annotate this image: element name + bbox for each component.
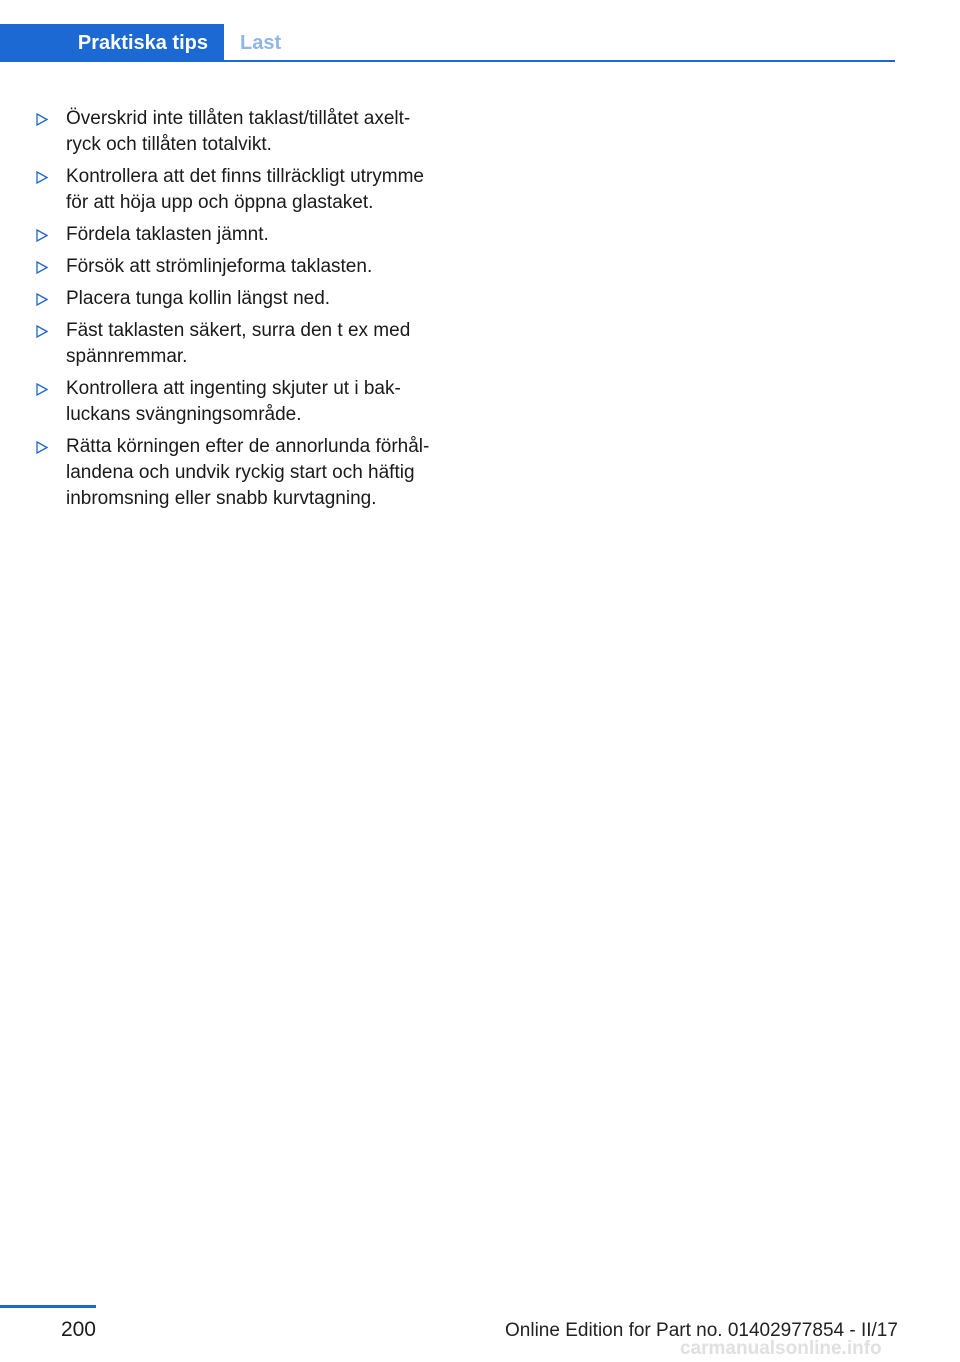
triangle-right-outline-icon [36,293,48,306]
list-item [32,254,462,280]
list-item-text: Överskrid inte tillåten taklast/tillåtet axelt- ryck och tillåten totalvikt. [66,108,411,155]
page-number: 200 [60,1318,96,1341]
triangle-right-outline-icon [36,113,48,126]
triangle-right-outline-icon [36,171,48,184]
triangle-right-outline-icon [36,441,48,454]
edition-text: Online Edition for Part no. 01402977854 - II/17 [505,1320,898,1341]
tab-last[interactable]: Last [240,32,282,54]
list-item [32,286,462,312]
triangle-right-outline-icon [36,325,48,338]
header-divider [0,60,895,62]
list-item-text: Placera tunga kollin längst ned. [66,288,331,309]
triangle-right-outline-icon [36,261,48,274]
triangle-right-outline-icon [36,229,48,242]
tab-praktiska-tips[interactable]: Praktiska tips [0,24,224,62]
list-item-text: Rätta körningen efter de annorlunda förhål- landena och undvik ryckig start och häftig inbromsning eller snabb kurvtagning. [66,436,430,509]
watermark-text: carmanualsonline.info [680,1338,882,1359]
list-item [32,222,462,248]
triangle-right-outline-icon [36,383,48,396]
list-item-text: Kontrollera att det finns tillräckligt utrymme för att höja upp och öppna glastaket. [66,166,424,213]
list-item [32,164,462,216]
list-item-text: Fäst taklasten säkert, surra den t ex med spännremmar. [66,320,411,367]
list-item [32,106,462,158]
list-item [32,434,462,512]
list-item-text: Försök att strömlinjeforma taklasten. [66,256,373,277]
list-item-text: Fördela taklasten jämnt. [66,224,269,245]
list-item [32,376,462,428]
footer-divider [0,1305,96,1308]
list-item [32,318,462,370]
page-header [0,24,895,62]
main-content [32,106,462,518]
bullet-list [32,106,462,512]
list-item-text: Kontrollera att ingenting skjuter ut i bak- luckans svängningsområde. [66,378,401,425]
